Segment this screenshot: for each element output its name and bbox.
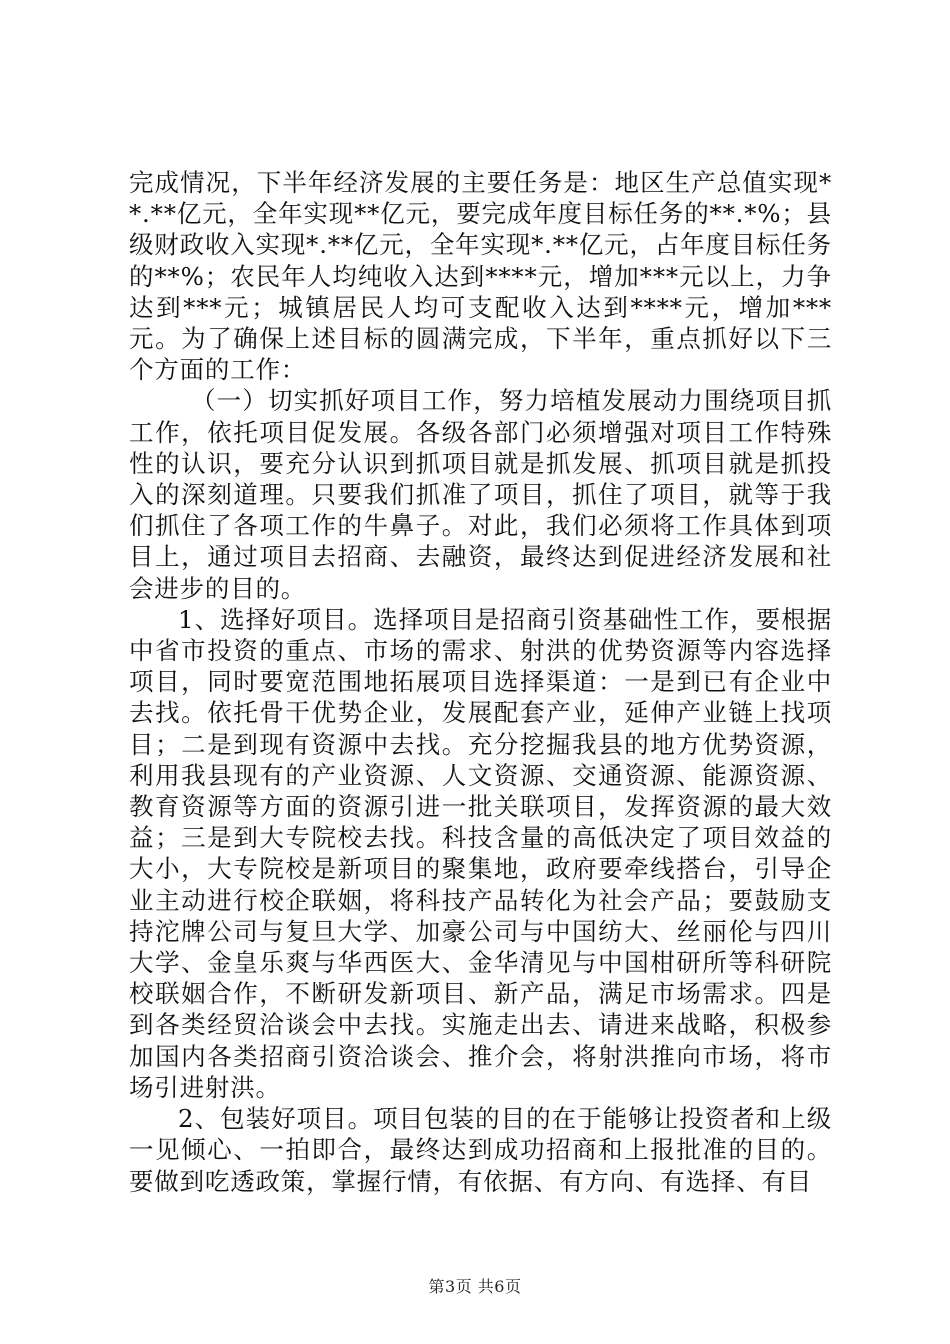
paragraph-task-summary: 完成情况，下半年经济发展的主要任务是：地区生产总值实现**.**亿元，全年实现**亿元，要完成年度目标任务的**.*%；县级财政收入实现*.**亿元，全年实现*.**亿元，占年度目标任务的**%；农民年人均纯收入达到****元，增加***元以上，力争达到***元；城镇居民人均可支配收入达到****元，增加***元。为了确保上述目标的圆满完成，下半年，重点抓好以下三个方面的工作： [129, 168, 832, 385]
page-number-footer: 第3页 共6页 [428, 1277, 522, 1296]
paragraph-package-projects: 2、包装好项目。项目包装的目的在于能够让投资者和上级一见倾心、一拍即合，最终达到成功招商和上报批准的目的。要做到吃透政策，掌握行情，有依据、有方向、有选择、有目 [129, 1104, 832, 1196]
document-body [129, 167, 832, 1197]
paragraph-section-one-heading: （一）切实抓好项目工作，努力培植发展动力围绕项目抓工作，依托项目促发展。各级各部门必须增强对项目工作特殊性的认识，要充分认识到抓项目就是抓发展、抓项目就是抓投入的深刻道理。只要我们抓准了项目，抓住了项目，就等于我们抓住了各项工作的牛鼻子。对此，我们必须将工作具体到项目上，通过项目去招商、去融资，最终达到促进经济发展和社会进步的目的。 [129, 386, 832, 603]
paragraph-select-projects: 1、选择好项目。选择项目是招商引资基础性工作，要根据中省市投资的重点、市场的需求、射洪的优势资源等内容选择项目，同时要宽范围地拓展项目选择渠道：一是到已有企业中去找。依托骨干优势企业，发展配套产业，延伸产业链上找项目；二是到现有资源中去找。充分挖掘我县的地方优势资源，利用我县现有的产业资源、人文资源、交通资源、能源资源、教育资源等方面的资源引进一批关联项目，发挥资源的最大效益；三是到大专院校去找。科技含量的高低决定了项目效益的大小，大专院校是新项目的聚集地，政府要牵线搭台，引导企业主动进行校企联姻，将科技产品转化为社会产品；要鼓励支持沱牌公司与复旦大学、加豪公司与中国纺大、丝丽伦与四川大学、金皇乐爽与华西医大、金华清见与中国柑研所等科研院校联姻合作，不断研发新项目、新产品，满足市场需求。四是到各类经贸洽谈会中去找。实施走出去、请进来战略，积极参加国内各类招商引资洽谈会、推介会，将射洪推向市场，将市场引进射洪。 [129, 604, 832, 1102]
